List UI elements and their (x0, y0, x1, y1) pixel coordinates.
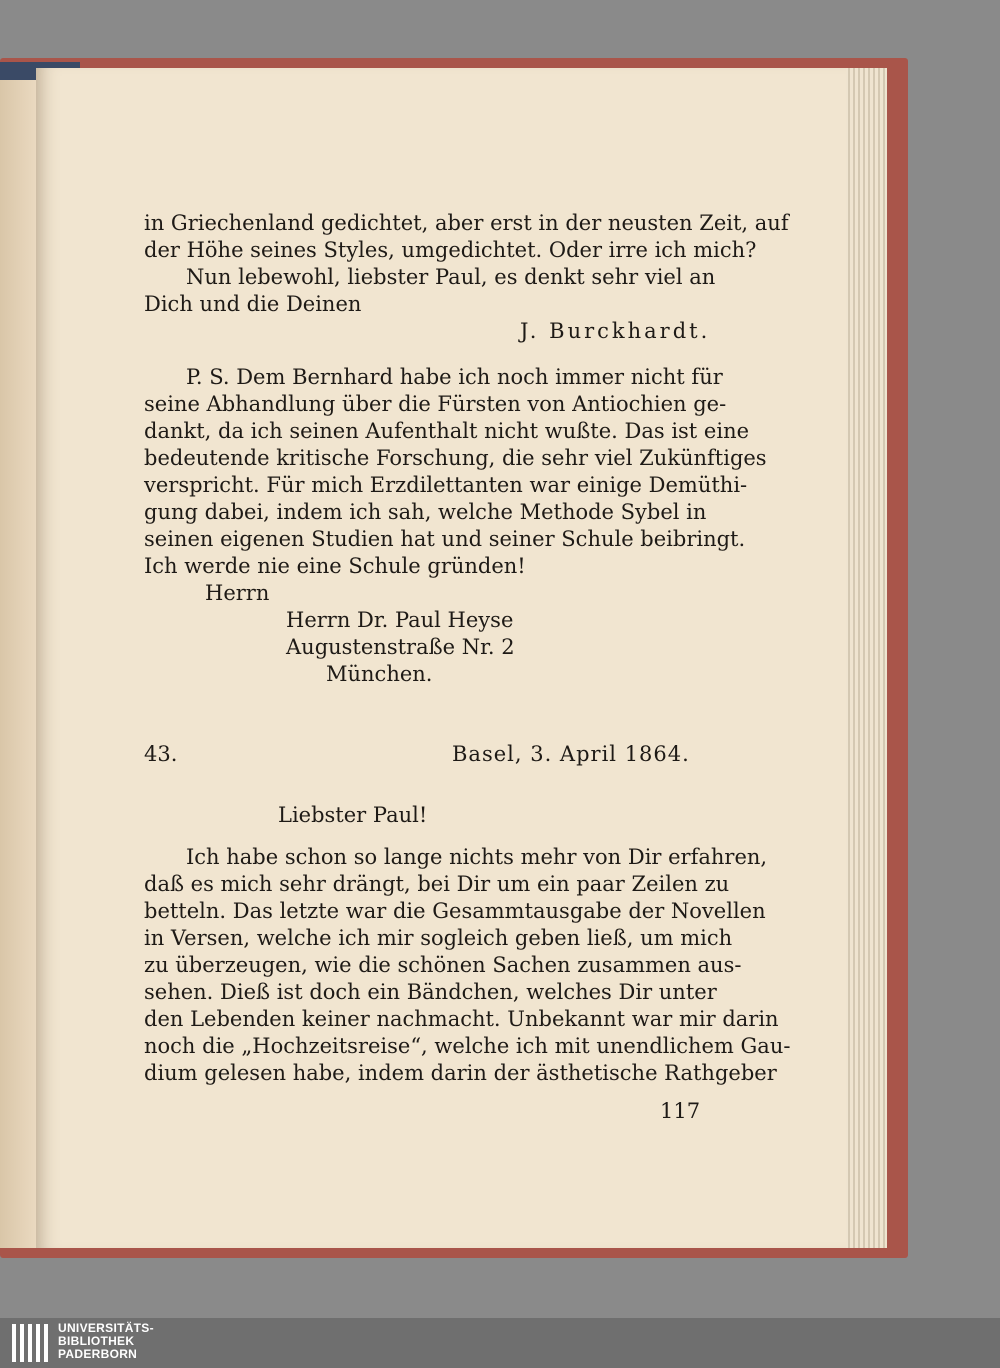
text-line: verspricht. Für mich Erzdilettanten war einige Demüthi- (144, 473, 748, 497)
library-logo-icon (10, 1322, 50, 1364)
text-line: Ich habe schon so lange nichts mehr von Dir erfahren, (186, 845, 768, 869)
text-line: zu überzeugen, wie die schönen Sachen zusammen aus- (144, 953, 742, 977)
page-number: 117 (660, 1099, 701, 1123)
letter-number: 43. (144, 742, 178, 766)
text-line: seine Abhandlung über die Fürsten von Antiochien ge- (144, 392, 727, 416)
text-line: Nun lebewohl, liebster Paul, es denkt sehr viel an (186, 265, 716, 289)
text-line: P. S. Dem Bernhard habe ich noch immer nicht für (186, 365, 723, 389)
text-line: dankt, da ich seinen Aufenthalt nicht wußte. Das ist eine (144, 419, 750, 443)
text-line: in Versen, welche ich mir sogleich geben ließ, um mich (144, 926, 733, 950)
text-line: Dich und die Deinen (144, 292, 362, 316)
text-line: seinen eigenen Studien hat und seiner Schule beibringt. (144, 527, 746, 551)
text-line: betteln. Das letzte war die Gesammtausgabe der Novellen (144, 899, 766, 923)
text-line: bedeutende kritische Forschung, die sehr viel Zukünftiges (144, 446, 767, 470)
address-line: Augustenstraße Nr. 2 (286, 635, 515, 659)
logo-line: PADERBORN (58, 1347, 138, 1361)
address-line: München. (326, 662, 433, 686)
text-line: den Lebenden keiner nachmacht. Unbekannt war mir darin (144, 1007, 779, 1031)
text-line: noch die „Hochzeitsreise“, welche ich mit unendlichem Gau- (144, 1034, 791, 1058)
text-line: dium gelesen habe, indem darin der ästhetische Rathgeber (144, 1061, 777, 1085)
signature-line: J. Burckhardt. (520, 319, 711, 343)
letter-dateline: Basel, 3. April 1864. (452, 742, 690, 766)
logo-line: UNIVERSITÄTS- (58, 1321, 154, 1335)
logo-line: BIBLIOTHEK (58, 1334, 135, 1348)
address-line: Herrn (205, 581, 270, 605)
text-line: sehen. Dieß ist doch ein Bändchen, welches Dir unter (144, 980, 717, 1004)
text-line: der Höhe seines Styles, umgedichtet. Oder irre ich mich? (144, 238, 757, 262)
left-page-edge (0, 80, 36, 1248)
address-line: Herrn Dr. Paul Heyse (286, 608, 514, 632)
text-line: daß es mich sehr drängt, bei Dir um ein paar Zeilen zu (144, 872, 730, 896)
salutation: Liebster Paul! (278, 803, 428, 827)
library-logo-text (58, 1322, 154, 1361)
text-line: gung dabei, indem ich sah, welche Methode Sybel in (144, 500, 707, 524)
text-line: in Griechenland gedichtet, aber erst in der neusten Zeit, auf (144, 211, 789, 235)
text-line: Ich werde nie eine Schule gründen! (144, 554, 526, 578)
